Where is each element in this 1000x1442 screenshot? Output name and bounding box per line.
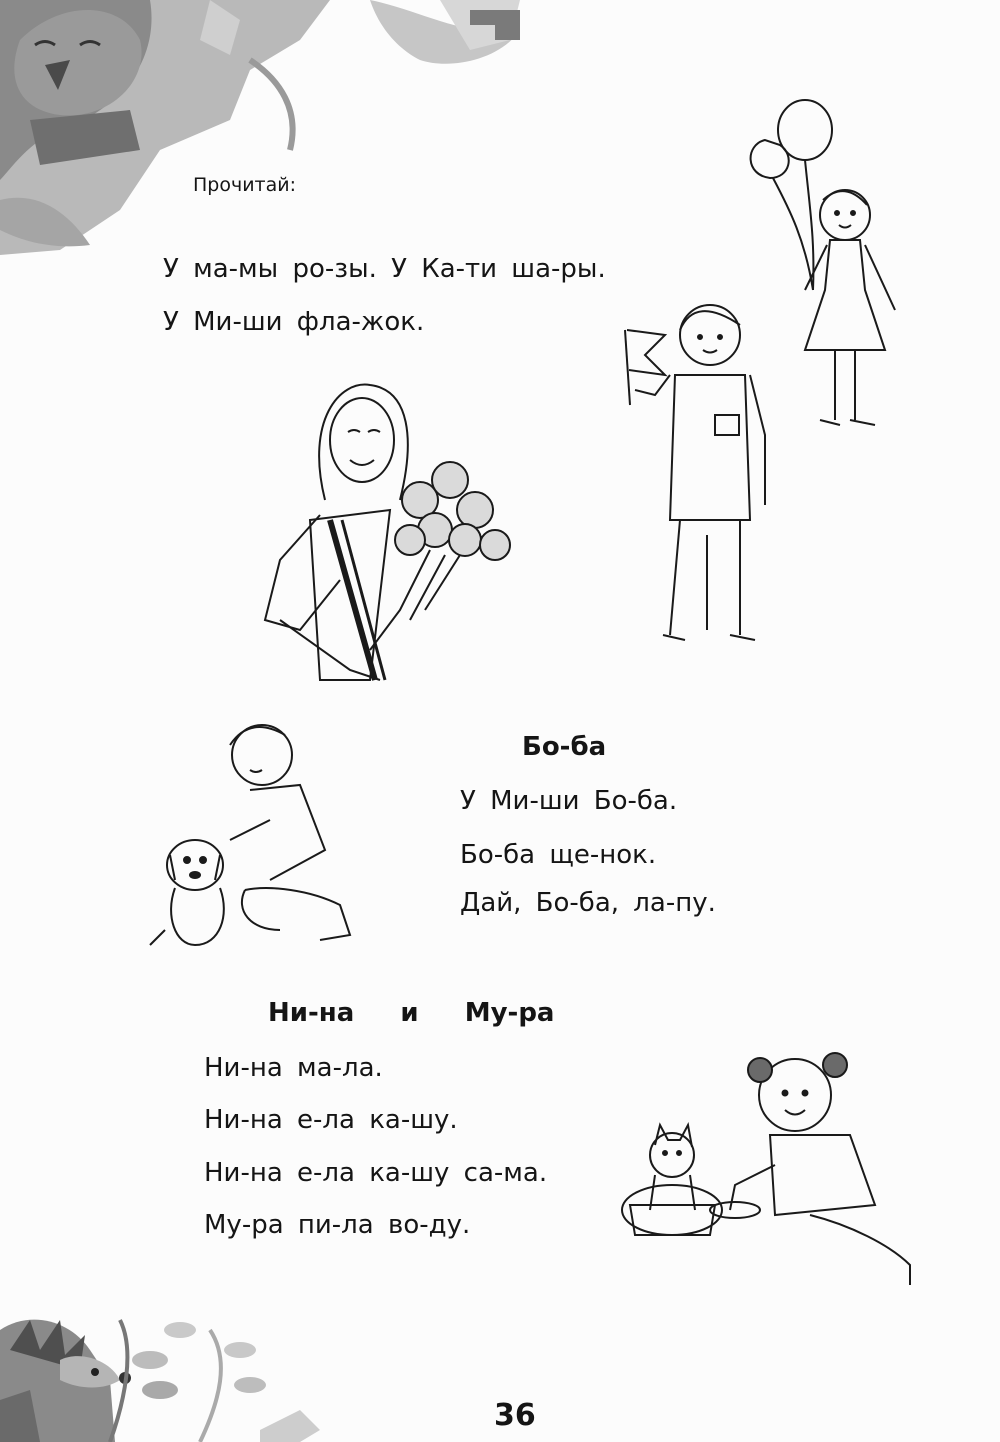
intro-line: У Ми-ши фла-жок.: [163, 307, 425, 337]
story-line: Ни-на е-ла ка-шу.: [204, 1105, 458, 1135]
page-number: 36: [494, 1398, 536, 1433]
story-line: Дай, Бо-ба, ла-пу.: [460, 888, 716, 918]
story-line: Ни-на ма-ла.: [204, 1053, 383, 1083]
boy-with-flag-icon: [615, 295, 785, 655]
story-line: Ни-на е-ла ка-шу са-ма.: [204, 1158, 548, 1188]
hedgehog-icon: [0, 1290, 340, 1442]
story-line: Му-ра пи-ла во-ду.: [204, 1210, 471, 1240]
mother-with-roses-icon: [250, 380, 520, 690]
boy-with-puppy-icon: [150, 710, 360, 960]
story-line: Бо-ба ще-нок.: [460, 840, 657, 870]
instruction: Прочитай:: [193, 174, 297, 196]
girl-with-cat-icon: [610, 1035, 930, 1305]
story-title-boba: Бо-ба: [522, 732, 607, 762]
intro-line: У ма-мы ро-зы. У Ка-ти ша-ры.: [163, 254, 606, 284]
owl-icon: [0, 0, 560, 260]
story-title-nina: Ни-на и Му-ра: [268, 998, 555, 1028]
story-line: У Ми-ши Бо-ба.: [460, 786, 678, 816]
